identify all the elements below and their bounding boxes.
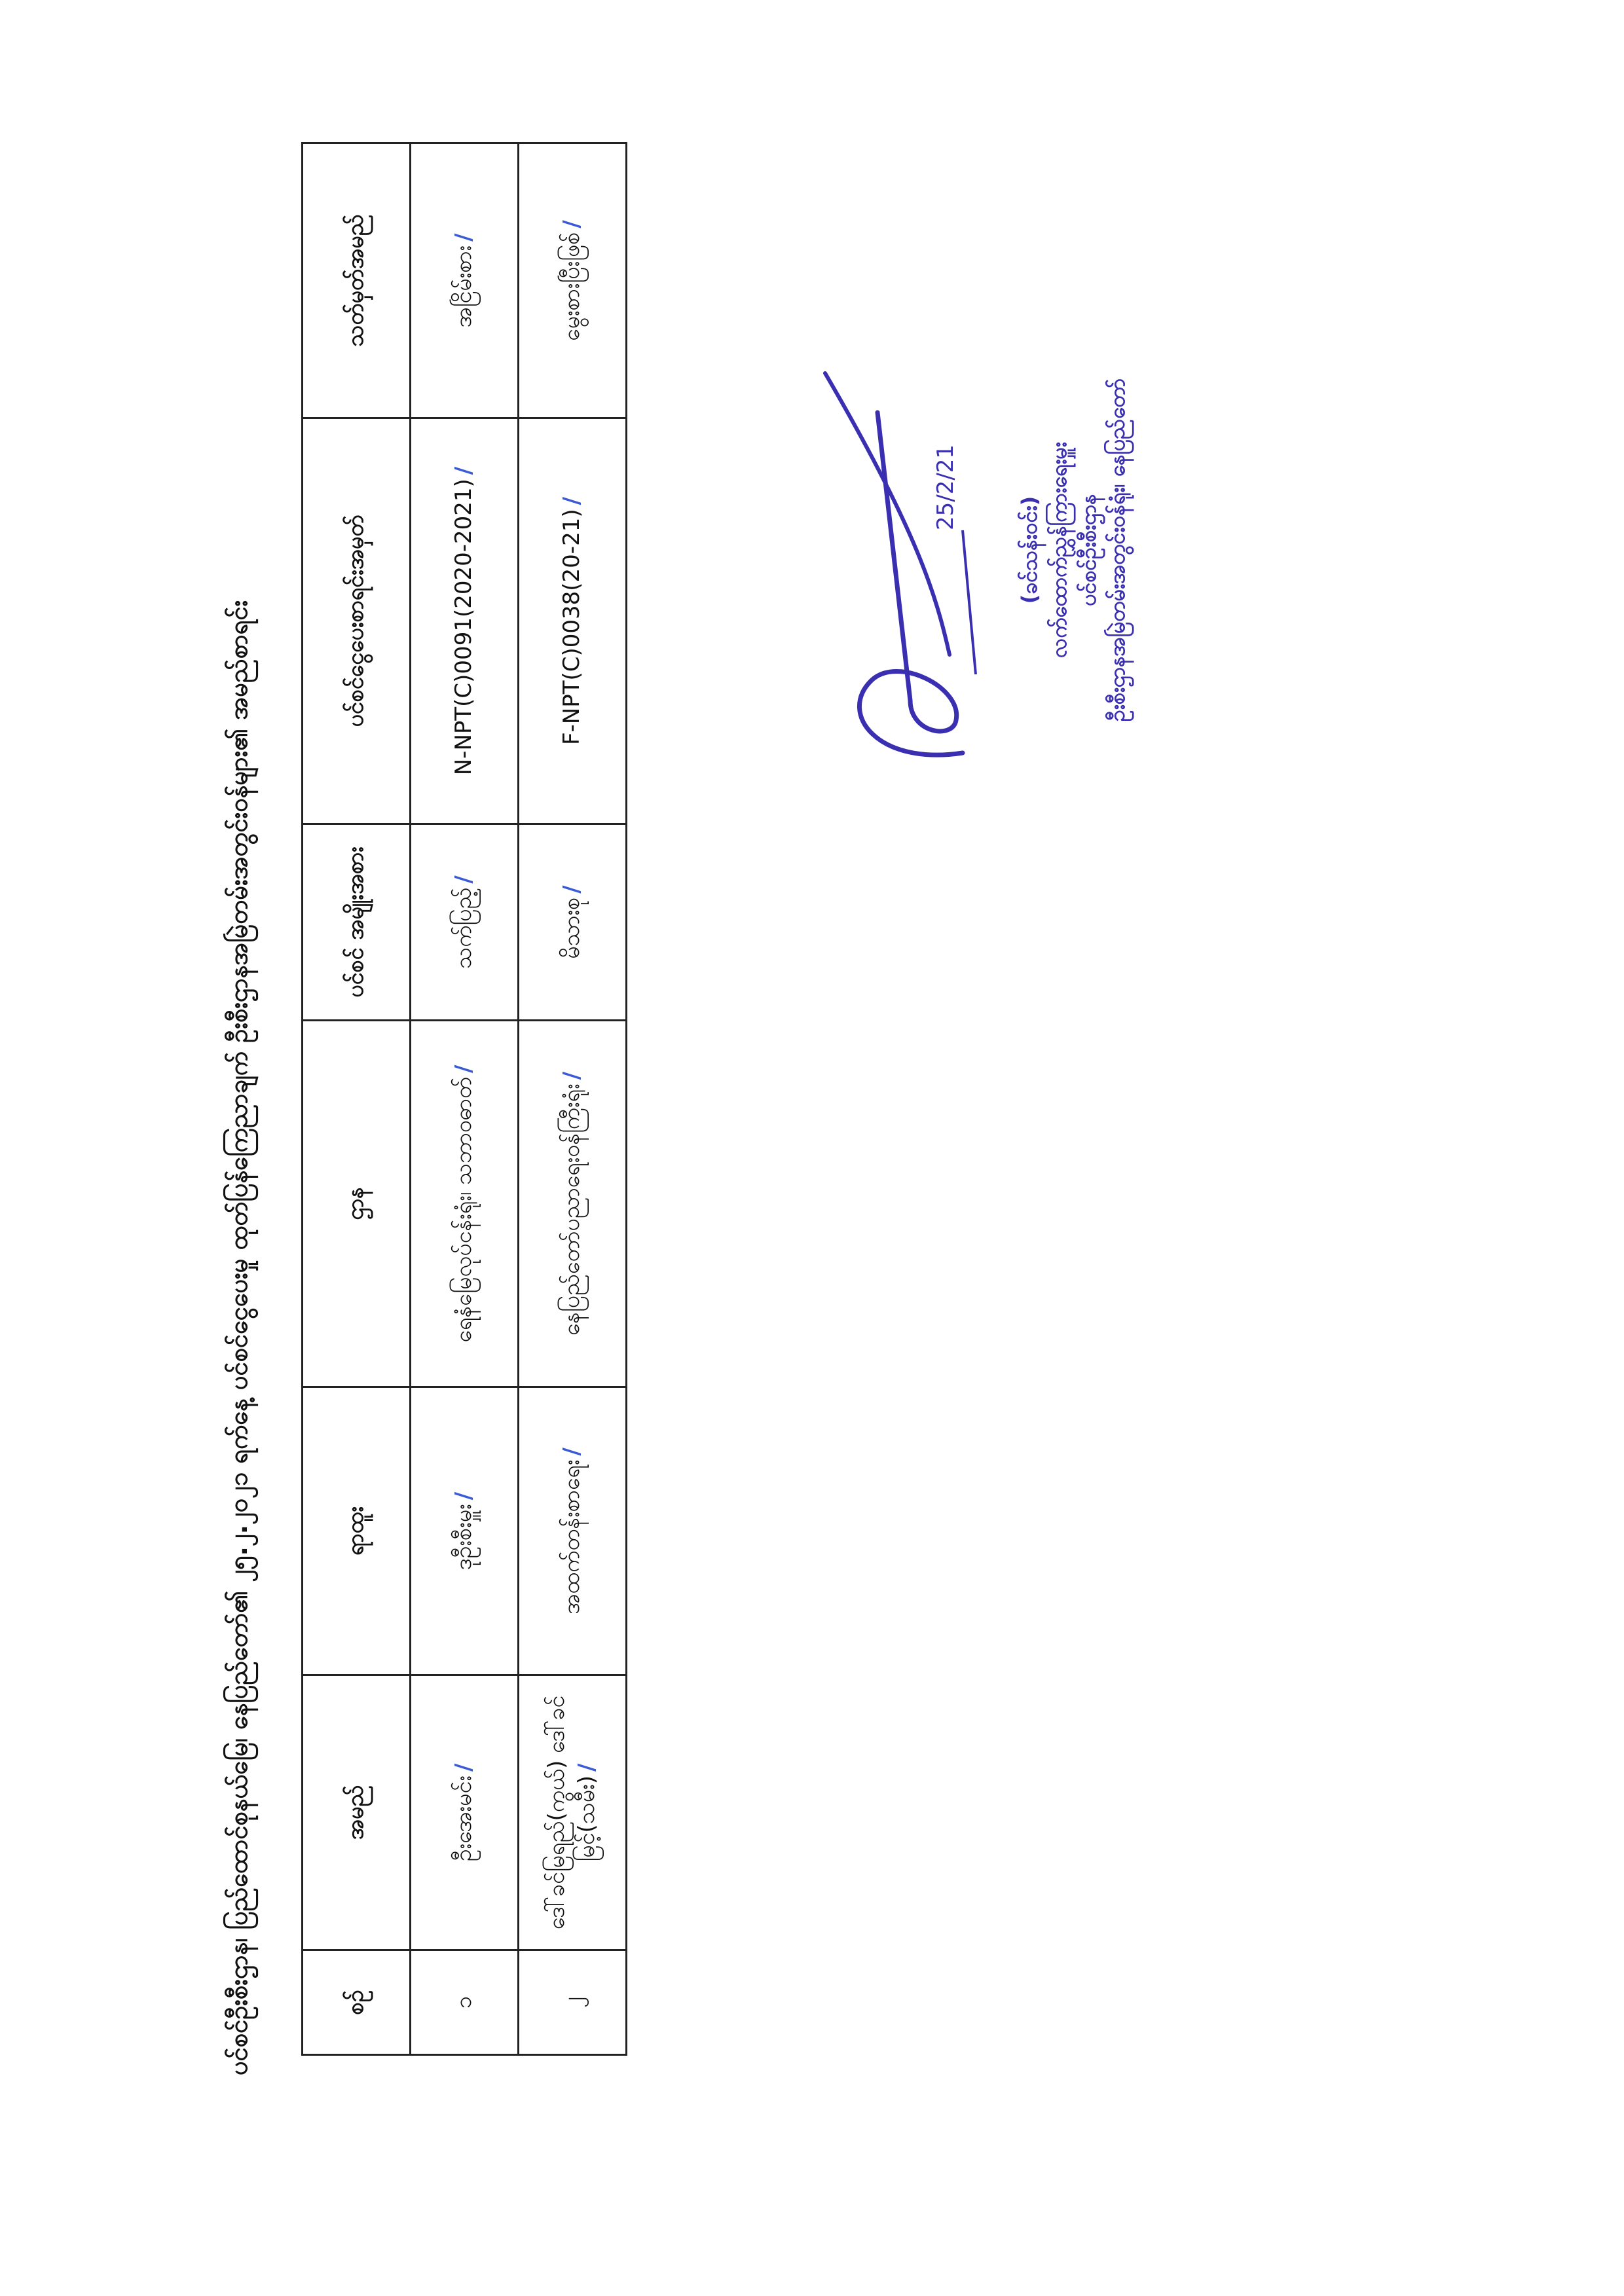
- checkmark-icon: /: [574, 1763, 600, 1772]
- cell-license: [411, 418, 519, 824]
- cell-place: [411, 1021, 519, 1387]
- cell-license: [519, 418, 627, 824]
- cell-license-text: N-NPT(C)0091(2020-2021): [451, 479, 477, 776]
- signature-date: 25/2/21: [932, 444, 959, 530]
- cell-place: [519, 1021, 627, 1387]
- header-no: စဉ်: [303, 1950, 411, 2055]
- table-row: [411, 143, 519, 2055]
- cell-payee: [519, 143, 627, 418]
- signature-stamp: [799, 216, 1205, 871]
- cell-title: [519, 1387, 627, 1675]
- checkmark-icon: /: [559, 220, 585, 228]
- checkmark-icon: /: [451, 233, 477, 242]
- header-name: အမည်: [303, 1675, 411, 1950]
- signature-icon: [799, 216, 1205, 871]
- cell-type-text: သက်ပြည့်: [451, 887, 477, 969]
- cell-name: [411, 1675, 519, 1950]
- cell-title-text: အထက်တန်းစာရေး: [559, 1459, 585, 1614]
- cell-payee-text: မွေးစားပြီးဖြစ်: [559, 232, 585, 341]
- cell-no: ၂: [519, 1950, 627, 2055]
- cell-license-text: F-NPT(C)0038(20-21): [559, 509, 585, 746]
- checkmark-icon: /: [559, 1071, 585, 1080]
- stamp-text: [1015, 255, 1132, 845]
- table-header-row: [303, 143, 411, 2055]
- rotated-content: [223, 111, 1303, 2075]
- stamp-line-department: ပင်စင်ဦးစီးဌာန: [1075, 494, 1101, 606]
- header-type: ပင်စင် အမျိုးအစား: [303, 824, 411, 1021]
- cell-name: [519, 1675, 627, 1950]
- cell-name-text: ဒေါ်ခင်မြရည်(ကွယ်) ဒေါ်ခင်မြင့်(သမီး): [544, 1695, 600, 1930]
- header-place: ဌာန: [303, 1021, 411, 1387]
- checkmark-icon: /: [559, 496, 585, 505]
- header-license: ပင်စင်ငွေပေးစာရင်းအမှတ်: [303, 418, 411, 824]
- document-title: ပင်စင်ဦးစီးဌာန၊ ပြည်ထောင်စုနယ်မြေ၊ နေပြည်တော်၏ ၂၅.၂.၂၀၂၁ ရက်နေ့ ပင်စင်ငွေပေးမှု ထုတ်ပြန်ကြေညာချက် ဦးစီးဌာနအမြဲတမ်းအတွင်းဝန်များ၏ အမည်စာရင်း: [224, 600, 253, 2075]
- cell-payee-text: အငြိမ်းစား: [451, 245, 477, 328]
- checkmark-icon: /: [451, 1491, 477, 1501]
- cell-type-text: မိသားစု: [559, 897, 585, 959]
- cell-title-text: ဒုဦးစီးမှူး: [451, 1504, 477, 1571]
- cell-type: [411, 824, 519, 1021]
- checkmark-icon: /: [559, 1448, 585, 1456]
- checkmark-icon: /: [559, 885, 585, 894]
- checkmark-icon: /: [451, 1065, 477, 1073]
- header-payee: သတ်မှတ်အမည်: [303, 143, 411, 418]
- table-row: [519, 143, 627, 2055]
- header-title: ရာထူး: [303, 1387, 411, 1675]
- stamp-line-position: လက်ထောက်ညွှန်ကြားရေးမှူး: [1046, 442, 1071, 658]
- pension-table: [301, 142, 627, 2056]
- cell-name-text: ဦးအေးမင်း: [451, 1776, 477, 1862]
- cell-type: [519, 824, 627, 1021]
- cell-title: [411, 1387, 519, 1675]
- cell-no: ၁: [411, 1950, 519, 2055]
- stamp-line-name: (ခင်သန်းဝင်း): [1017, 496, 1042, 604]
- stamp-line-office: ဦးစီးဌာနအမြဲတမ်းအတွင်းဝန်ရုံး၊ နေပြည်တော်: [1105, 378, 1130, 721]
- cell-payee: [411, 143, 519, 418]
- checkmark-icon: /: [451, 875, 477, 884]
- checkmark-icon: /: [451, 1763, 477, 1772]
- cell-place-text: ရေနံမြေလုပ်ငန်းရုံး၊ သဘာဝဓာတ်: [451, 1077, 477, 1343]
- cell-place-text: နေပြည်တော်ပညာရေးဝန်ကြီးရုံး: [559, 1084, 585, 1336]
- checkmark-icon: /: [451, 466, 477, 475]
